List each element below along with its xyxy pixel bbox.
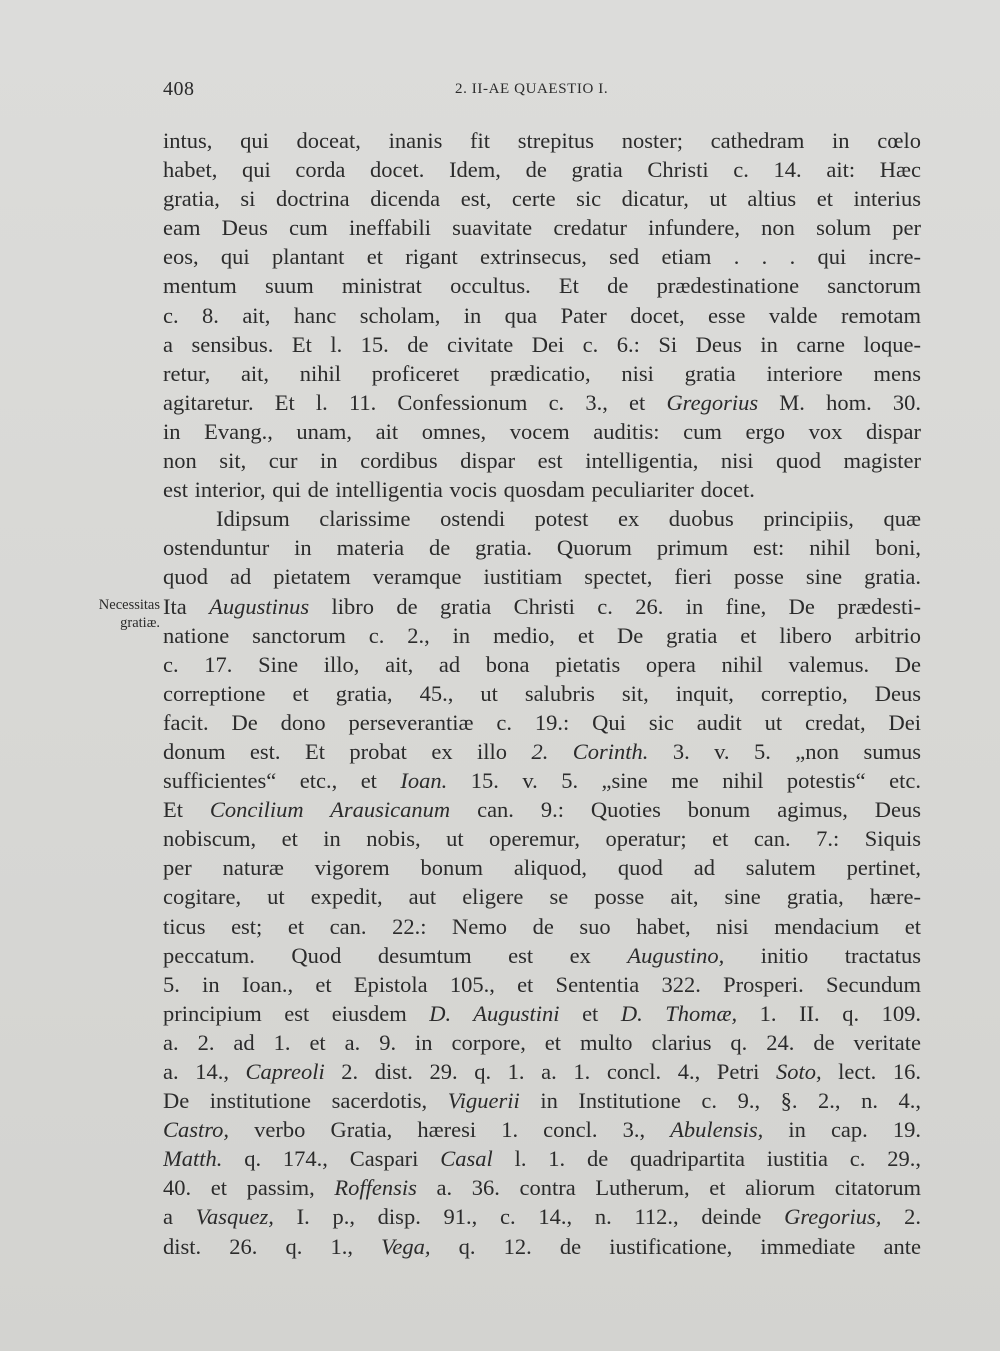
text-line (163, 533, 921, 562)
text-line (163, 388, 921, 417)
text-run: De institutione sacerdotis, (163, 1088, 448, 1114)
italic-citation: Augustino, (627, 942, 725, 968)
margin-note (60, 596, 160, 632)
text-line (163, 475, 921, 504)
text-run: verbo Gratia, hæresi 1. concl. 3., (229, 1117, 671, 1143)
text-run: peccatum. Quod desumtum est ex (163, 942, 628, 968)
text-run: a. 36. contra Lutherum, et aliorum citatorum (416, 1175, 921, 1201)
text-run: donum est. Et probat ex illo (163, 738, 532, 764)
text-line (163, 271, 921, 300)
text-line (163, 912, 921, 941)
text-line (163, 126, 921, 155)
italic-citation: Abulensis, (670, 1117, 764, 1143)
italic-citation: D. Thomæ, (620, 1000, 738, 1026)
text-run: a. 2. ad 1. et a. 9. in corpore, et multo clarius q. 24. de veritate (163, 1029, 921, 1055)
text-run: ticus est; et can. 22.: Nemo de suo habet, nisi mendacium et (163, 913, 921, 939)
text-line (163, 621, 921, 650)
text-line (163, 882, 921, 911)
italic-citation: Capreoli (245, 1059, 325, 1084)
text-run: cogitare, ut expedit, aut eligere se posse ait, sine gratia, hære- (163, 884, 921, 910)
text-run: intus, qui doceat, inanis fit strepitus noster; cathedram in cœlo (163, 128, 921, 153)
text-line (163, 1115, 921, 1144)
text-run: et (559, 1000, 621, 1026)
text-line (163, 562, 921, 591)
text-run: per naturæ vigorem bonum aliquod, quod ad salutem pertinet, (163, 855, 921, 881)
text-run: 2. dist. 29. q. 1. a. 1. concl. 4., Petri (324, 1059, 776, 1084)
text-line (163, 708, 921, 737)
text-line (163, 417, 921, 446)
italic-citation: Castro, (163, 1117, 230, 1143)
text-line (163, 970, 921, 999)
text-run: l. 1. de quadripartita iustitia c. 29., (492, 1146, 921, 1172)
text-run: eos, qui plantant et rigant extrinsecus, sed etiam . . . qui incre- (163, 244, 921, 270)
page-header (163, 78, 921, 104)
text-run: in Evang., unam, ait omnes, vocem auditis: cum ergo vox dispar (163, 418, 921, 444)
text-run: lect. 16. (821, 1059, 921, 1084)
text-line (163, 737, 921, 766)
text-run: sufficientes“ etc., et (163, 768, 401, 794)
text-run: principium est eiusdem (163, 1000, 430, 1026)
text-run: 1. II. q. 109. (737, 1000, 921, 1026)
text-run: in cap. 19. (763, 1117, 921, 1143)
text-line (163, 853, 921, 882)
running-head: 2. II-AE QUAESTIO I. (455, 81, 609, 97)
text-run: gratia, si doctrina dicenda est, certe sic dicatur, ut altius et interius (163, 186, 921, 212)
text-line (163, 1028, 921, 1057)
text-run: facit. De dono perseverantiæ c. 19.: Qui sic audit ut credat, Dei (163, 709, 921, 735)
text-line (163, 592, 921, 621)
text-run: quod ad pietatem veramque iustitiam spectet, fieri posse sine gratia. (163, 564, 921, 590)
margin-note-line: gratiæ. (120, 615, 160, 631)
text-run: mentum suum ministrat occultus. Et de prædestinatione sanctorum (163, 273, 921, 299)
italic-citation: 2. Corinth. (531, 738, 649, 764)
text-run: Et (163, 797, 210, 823)
text-line (163, 301, 921, 330)
text-run: can. 9.: Quoties bonum agimus, Deus (450, 797, 921, 823)
text-line (163, 1232, 921, 1261)
text-line (163, 679, 921, 708)
text-run: I. p., disp. 91., c. 14., n. 112., deinde (273, 1204, 785, 1230)
text-run: a sensibus. Et l. 15. de civitate Dei c. 6.: Si Deus in carne loque- (163, 331, 921, 357)
text-run: 40. et passim, (163, 1175, 335, 1201)
text-run: natione sanctorum c. 2., in medio, et De gratia et libero arbitrio (163, 622, 921, 648)
italic-citation: Vasquez, (195, 1204, 274, 1230)
page-number: 408 (163, 78, 195, 100)
italic-citation: Augustinus (209, 593, 310, 619)
text-line (163, 1144, 921, 1173)
italic-citation: Gregorius, (784, 1204, 882, 1230)
text-line (163, 1173, 921, 1202)
text-run: est interior, qui de intelligentia vocis quosdam peculiariter docet. (163, 477, 755, 503)
italic-citation: Soto, (775, 1059, 822, 1084)
italic-citation: Matth. (163, 1146, 223, 1172)
text-run: agitaretur. Et l. 11. Confessionum c. 3., et (163, 389, 667, 415)
text-run: dist. 26. q. 1., (163, 1233, 382, 1259)
italic-citation: Roffensis (334, 1175, 417, 1201)
text-line (163, 184, 921, 213)
text-run: 3. v. 5. „non sumus (648, 738, 921, 764)
text-line (163, 766, 921, 795)
italic-citation: Viguerii (447, 1088, 520, 1114)
text-line (163, 330, 921, 359)
text-line (163, 999, 921, 1028)
text-line (163, 242, 921, 271)
text-run: q. 12. de iustificatione, immediate ante (430, 1233, 921, 1259)
text-run: a (163, 1204, 196, 1230)
text-run: non sit, cur in cordibus dispar est intelligentia, nisi quod magister (163, 448, 921, 474)
text-line (163, 795, 921, 824)
italic-citation: Concilium Arausicanum (209, 797, 451, 823)
text-run: Idipsum clarissime ostendi potest ex duobus principiis, quæ (216, 506, 921, 532)
italic-citation: Vega, (381, 1233, 431, 1259)
text-line (163, 941, 921, 970)
text-line (163, 213, 921, 242)
text-run: retur, ait, nihil proficeret prædicatio, nisi gratia interiore mens (163, 360, 921, 386)
text-run: c. 8. ait, hanc scholam, in qua Pater docet, esse valde remotam (163, 302, 921, 328)
text-run: q. 174., Caspari (222, 1146, 441, 1172)
text-line (163, 446, 921, 475)
text-line (163, 1086, 921, 1115)
text-line (163, 359, 921, 388)
text-line (163, 1057, 921, 1086)
text-run: a. 14., (163, 1059, 246, 1084)
text-line (163, 824, 921, 853)
italic-citation: D. Augustini (429, 1000, 560, 1026)
italic-citation: Casal (440, 1146, 493, 1172)
text-run: 15. v. 5. „sine me nihil potestis“ etc. (447, 768, 921, 794)
text-run: eam Deus cum ineffabili suavitate credatur infundere, non solum per (163, 215, 921, 241)
text-run: M. hom. 30. (758, 389, 921, 415)
body-text (163, 126, 921, 1261)
margin-note-line: Necessitas (98, 597, 160, 613)
text-line (163, 504, 921, 533)
text-run: c. 17. Sine illo, ait, ad bona pietatis opera nihil valemus. De (163, 651, 921, 677)
italic-citation: Gregorius (666, 389, 759, 415)
text-run: initio tractatus (724, 942, 921, 968)
text-run: ostenduntur in materia de gratia. Quorum primum est: nihil boni, (163, 535, 921, 561)
text-run: libro de gratia Christi c. 26. in fine, De prædesti- (309, 593, 921, 619)
text-run: nobiscum, et in nobis, ut operemur, operatur; et can. 7.: Siquis (163, 826, 921, 852)
text-run: Ita (163, 593, 210, 619)
text-run: 5. in Ioan., et Epistola 105., et Sententia 322. Prosperi. Secundum (163, 971, 921, 997)
italic-citation: Ioan. (400, 768, 448, 794)
text-line (163, 155, 921, 184)
text-run: habet, qui corda docet. Idem, de gratia Christi c. 14. ait: Hæc (163, 157, 921, 183)
text-line (163, 650, 921, 679)
text-run: in Institutione c. 9., §. 2., n. 4., (519, 1088, 921, 1114)
text-run: correptione et gratia, 45., ut salubris sit, inquit, correptio, Deus (163, 680, 921, 706)
text-line (163, 1202, 921, 1231)
text-run: 2. (881, 1204, 921, 1230)
